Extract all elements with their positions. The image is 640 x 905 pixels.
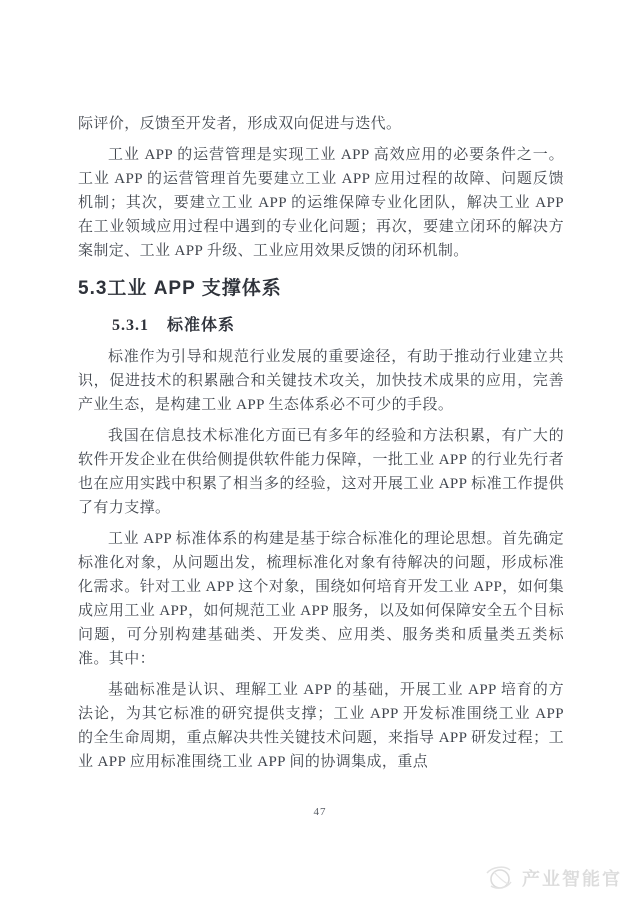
paragraph-basic-standards: 基础标准是认识、理解工业 APP 的基础，开展工业 APP 培育的方法论，为其它标准的研究提供支撑；工业 APP 开发标准围绕工业 APP 的全生命周期，重点解决共性关键技术问题，来指导 APP 研发过程；工业 APP 应用标准围绕工业 APP 间的协调集成，重点 — [78, 682, 564, 770]
page-content — [78, 112, 564, 781]
paragraph-standard-system-construction: 工业 APP 标准体系的构建是基于综合标准化的理论思想。首先确定标准化对象，从问题出发，梳理标准化对象有待解决的问题，形成标准化需求。针对工业 APP 这个对象，围绕如何培育开发工业 APP，如何集成应用工业 APP，如何规范工业 APP 服务，以及如何保障安全五个目标问题，可分别构建基础类、开发类、应用类、服务类和质量类五类标准。其中： — [78, 531, 564, 667]
subsection-heading — [112, 312, 564, 335]
subsection-title: 标准体系 — [167, 317, 236, 334]
watermark — [484, 863, 622, 893]
subsection-number: 5.3.1 — [112, 317, 149, 334]
page-number: 47 — [313, 806, 327, 818]
paragraph-continuation: 际评价，反馈至开发者，形成双向促进与迭代。 — [78, 116, 402, 132]
paragraph-operation-management: 工业 APP 的运营管理是实现工业 APP 高效应用的必要条件之一。工业 APP 的运营管理首先要建立工业 APP 应用过程的故障、问题反馈机制；其次，要建立工业 APP 的运维保障专业化团队，解决工业 APP 在工业领域应用过程中遇到的专业化问题；再次，要建立闭环的解决方案制定、工业 APP 升级、工业应用效果反馈的闭环机制。 — [78, 147, 564, 259]
paragraph-standards-role: 标准作为引导和规范行业发展的重要途径，有助于推动行业建立共识，促进技术的积累融合和关键技术攻关，加快技术成果的应用，完善产业生态，是构建工业 APP 生态体系必不可少的手段。 — [78, 349, 564, 413]
paragraph-standardization-experience: 我国在信息技术标准化方面已有多年的经验和方法积累，有广大的软件开发企业在供给侧提供软件能力保障，一批工业 APP 的行业先行者也在应用实践中积累了相当多的经验，这对开展工业 APP 标准工作提供了有力支撑。 — [78, 428, 564, 516]
globe-swirl-icon — [484, 863, 514, 893]
section-heading: 5.3工业 APP 支撑体系 — [78, 278, 282, 299]
watermark-label: 产业智能官 — [522, 869, 622, 889]
